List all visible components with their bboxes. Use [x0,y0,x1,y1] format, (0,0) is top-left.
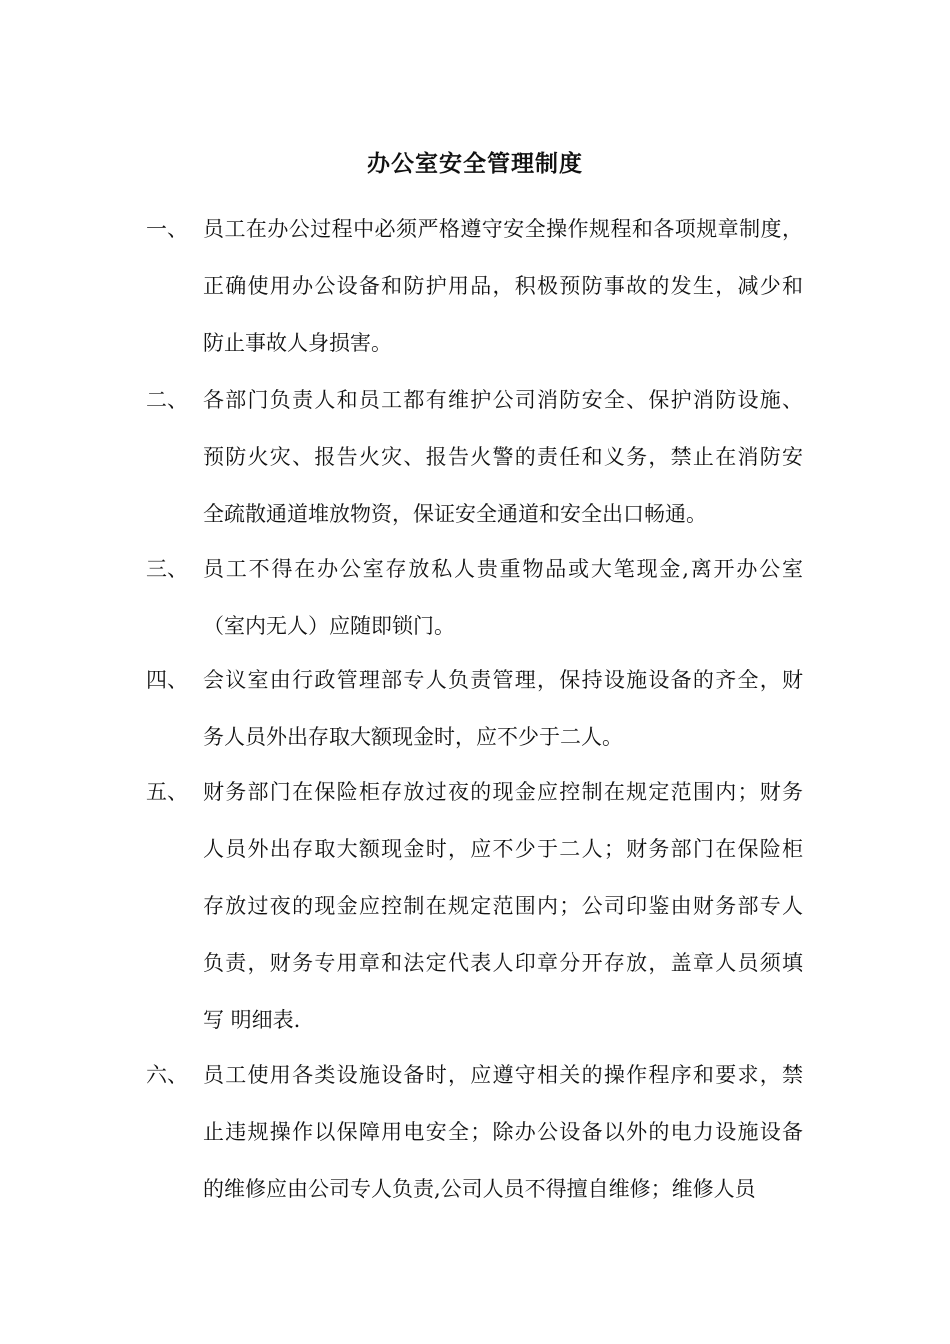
clause-line: 的维修应由公司专人负责,公司人员不得擅自维修；维修人员 [203,1177,756,1201]
clause-number: 五、 [146,780,188,804]
clause-number: 一、 [146,217,188,241]
clause-line: 务人员外出存取大额现金时，应不少于二人。 [203,725,623,749]
clause-line: 存放过夜的现金应控制在规定范围内；公司印鉴由财务部专人 [203,894,803,918]
clause-line: 负责，财务专用章和法定代表人印章分开存放，盖章人员须填 [203,951,803,975]
clause-line: 全疏散通道堆放物资，保证安全通道和安全出口畅通。 [203,502,707,526]
clause-number: 六、 [146,1063,188,1087]
clause-text [203,652,803,766]
clause-line: 员工在办公过程中必须严格遵守安全操作规程和各项规章制度， [203,217,803,241]
clause-line: 人员外出存取大额现金时，应不少于二人；财务部门在保险柜 [203,837,803,861]
document-title: 办公室安全管理制度 [367,151,583,177]
clause-line: 正确使用办公设备和防护用品，积极预防事故的发生，减少和 [203,274,803,298]
clause-line: 止违规操作以保障用电安全；除办公设备以外的电力设施设备 [203,1120,803,1144]
clause-number: 二、 [146,388,188,412]
clause-text [203,372,803,543]
clause-line: 员工使用各类设施设备时，应遵守相关的操作程序和要求，禁 [203,1063,803,1087]
clause-line: 防止事故人身损害。 [203,331,392,355]
clause-line: 写 明细表. [203,1008,301,1032]
clause-line: 会议室由行政管理部专人负责管理，保持设施设备的齐全，财 [203,668,803,692]
clause-number: 三、 [146,557,188,581]
clause-line: （室内无人）应随即锁门。 [203,614,455,638]
clause-line: 预防火灾、报告火灾、报告火警的责任和义务，禁止在消防安 [203,445,803,469]
clause-line: 各部门负责人和员工都有维护公司消防安全、保护消防设施、 [203,388,803,412]
clause-line: 财务部门在保险柜存放过夜的现金应控制在规定范围内；财务 [203,780,803,804]
clause-text [203,1047,803,1218]
clause-number: 四、 [146,668,188,692]
clause-text [203,201,803,372]
clause-line: 员工不得在办公室存放私人贵重物品或大笔现金,离开办公室 [203,557,803,581]
clause-text [203,541,803,655]
clause-text [203,764,803,1049]
